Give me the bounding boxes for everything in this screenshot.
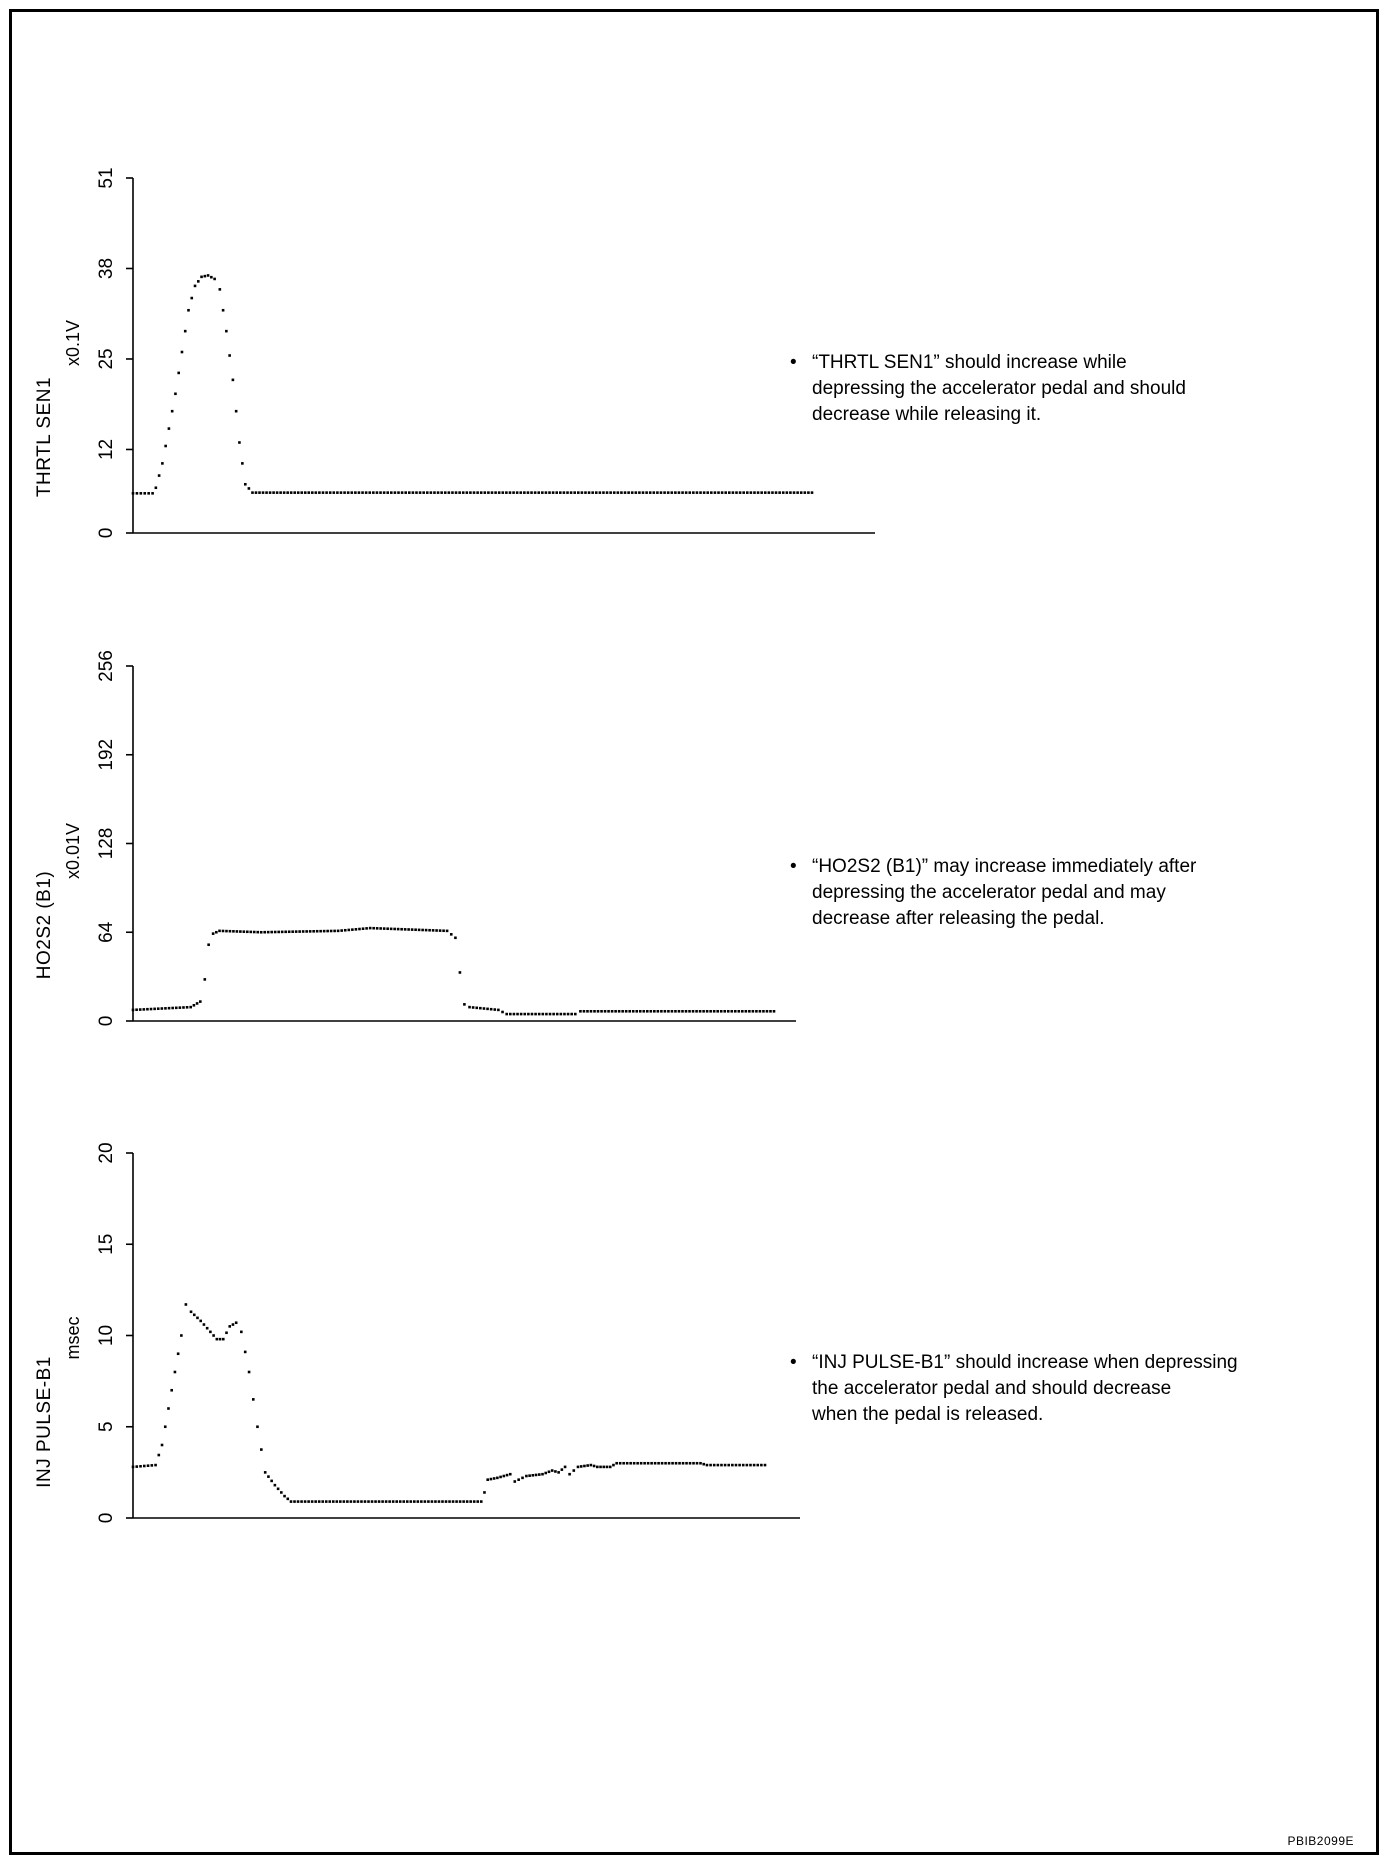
data-point	[699, 1462, 702, 1465]
data-point	[756, 1464, 759, 1467]
data-point	[609, 1466, 612, 1469]
note-throttle-sensor	[790, 350, 1350, 428]
y-tick-label: 10	[96, 1324, 117, 1347]
data-point	[424, 1500, 427, 1503]
data-point	[486, 1478, 489, 1481]
data-point	[434, 1500, 437, 1503]
data-point	[619, 1462, 622, 1465]
data-point	[568, 1473, 571, 1476]
data-point	[164, 1425, 167, 1428]
data-point	[274, 1484, 277, 1487]
data-point	[431, 1500, 434, 1503]
data-point	[235, 1321, 238, 1324]
data-point	[180, 1334, 183, 1337]
data-point	[170, 1389, 173, 1392]
data-point	[399, 1500, 402, 1503]
data-point	[304, 1500, 307, 1503]
y-tick-label: 256	[96, 650, 117, 682]
data-point	[357, 1500, 360, 1503]
data-point	[335, 1500, 338, 1503]
data-point	[328, 1500, 331, 1503]
data-point	[661, 1462, 664, 1465]
data-point	[406, 1500, 409, 1503]
data-point	[283, 1495, 286, 1498]
data-point	[199, 1320, 202, 1323]
data-point	[521, 1477, 524, 1480]
data-point	[561, 1468, 564, 1471]
data-point	[583, 1465, 586, 1468]
data-point	[252, 1398, 255, 1401]
data-point	[420, 1500, 423, 1503]
y-axis-title: HO2S2 (B1)	[34, 870, 55, 980]
data-point	[544, 1472, 547, 1475]
data-point	[738, 1464, 741, 1467]
data-point	[174, 1371, 177, 1374]
data-point	[713, 1464, 716, 1467]
data-point	[343, 1500, 346, 1503]
data-point	[724, 1464, 727, 1467]
data-point	[392, 1500, 395, 1503]
data-point	[499, 1476, 502, 1479]
data-point	[225, 1331, 228, 1334]
data-point	[325, 1500, 328, 1503]
data-point	[720, 1464, 723, 1467]
data-point	[293, 1500, 296, 1503]
data-point	[735, 1464, 738, 1467]
y-tick-label: 0	[96, 527, 117, 539]
data-point	[496, 1477, 499, 1480]
data-point	[696, 1462, 699, 1465]
data-point	[346, 1500, 349, 1503]
data-point	[706, 1464, 709, 1467]
data-point	[636, 1462, 639, 1465]
data-point	[528, 1474, 531, 1477]
data-point	[626, 1462, 629, 1465]
data-point	[650, 1462, 653, 1465]
data-point	[640, 1462, 643, 1465]
y-unit-label: msec	[63, 1316, 83, 1360]
y-unit-label: x0.01V	[63, 822, 83, 880]
data-point	[212, 1334, 215, 1337]
data-point	[749, 1464, 752, 1467]
data-point	[678, 1462, 681, 1465]
y-unit-label: x0.1V	[63, 319, 83, 367]
data-point	[671, 1462, 674, 1465]
data-point	[480, 1500, 483, 1503]
data-point	[532, 1474, 535, 1477]
data-point	[280, 1491, 283, 1494]
data-point	[277, 1488, 280, 1491]
data-point	[248, 1371, 251, 1374]
data-point	[321, 1500, 324, 1503]
data-point	[760, 1464, 763, 1467]
data-point	[311, 1500, 314, 1503]
data-point	[395, 1500, 398, 1503]
data-point	[590, 1464, 593, 1467]
data-point	[290, 1500, 293, 1503]
y-tick-label: 0	[96, 1512, 117, 1524]
data-point	[222, 1338, 225, 1341]
data-point	[577, 1466, 580, 1469]
data-point	[314, 1500, 317, 1503]
data-point	[151, 1464, 154, 1467]
data-point	[371, 1500, 374, 1503]
data-point	[525, 1475, 528, 1478]
data-point	[709, 1464, 712, 1467]
data-point	[657, 1462, 660, 1465]
y-tick-label: 38	[96, 257, 117, 280]
data-point	[557, 1471, 560, 1474]
data-point	[602, 1466, 605, 1469]
data-point	[240, 1331, 243, 1334]
data-point	[615, 1462, 618, 1465]
data-point	[459, 1500, 462, 1503]
data-point	[535, 1474, 538, 1477]
y-tick-label: 192	[96, 738, 117, 771]
data-point	[190, 1310, 193, 1313]
data-point	[742, 1464, 745, 1467]
data-point	[413, 1500, 416, 1503]
y-tick-label: 64	[96, 921, 117, 943]
data-point	[513, 1480, 516, 1483]
note-injector-pulse	[790, 1350, 1350, 1428]
data-point	[593, 1465, 596, 1468]
data-point	[731, 1464, 734, 1467]
data-point	[462, 1500, 465, 1503]
data-point	[350, 1500, 353, 1503]
y-axis-title: INJ PULSE-B1	[34, 1356, 55, 1488]
data-point	[596, 1466, 599, 1469]
data-point	[538, 1473, 541, 1476]
data-point	[157, 1454, 160, 1457]
data-point	[503, 1475, 506, 1478]
data-point	[388, 1500, 391, 1503]
data-point	[448, 1500, 451, 1503]
data-point	[692, 1462, 695, 1465]
data-point	[606, 1466, 609, 1469]
note-ho2s2	[790, 854, 1350, 932]
data-point	[143, 1465, 146, 1468]
data-point	[564, 1466, 567, 1469]
y-tick-label: 20	[96, 1142, 117, 1164]
data-point	[232, 1323, 235, 1326]
data-point	[339, 1500, 342, 1503]
data-point	[244, 1351, 247, 1354]
data-point	[622, 1462, 625, 1465]
note-text: “INJ PULSE-B1” should increase when depressing the accelerator pedal and should decrease when the pedal is released.	[812, 1352, 1238, 1425]
y-tick-label: 12	[96, 438, 117, 461]
data-point	[374, 1500, 377, 1503]
data-point	[548, 1470, 551, 1473]
data-point	[689, 1462, 692, 1465]
data-point	[167, 1407, 170, 1410]
data-point	[490, 1478, 493, 1481]
data-point	[643, 1462, 646, 1465]
y-axis-title: THRTL SEN1	[34, 376, 55, 498]
data-point	[139, 1465, 142, 1468]
data-point	[286, 1498, 289, 1501]
data-point	[196, 1317, 199, 1320]
bullet-icon: •	[790, 856, 797, 877]
data-point	[228, 1325, 231, 1328]
data-point	[360, 1500, 363, 1503]
data-point	[599, 1466, 602, 1469]
data-point	[385, 1500, 388, 1503]
data-point	[209, 1331, 212, 1334]
data-point	[702, 1463, 705, 1466]
data-point	[717, 1464, 720, 1467]
data-point	[506, 1474, 509, 1477]
note-text: “THRTL SEN1” should increase while depressing the accelerator pedal and should decrease while releasing it.	[812, 352, 1186, 425]
data-point	[297, 1500, 300, 1503]
data-point	[764, 1464, 767, 1467]
data-point	[473, 1500, 476, 1503]
data-point	[517, 1478, 520, 1481]
data-point	[629, 1462, 632, 1465]
data-point	[668, 1462, 671, 1465]
data-point	[682, 1462, 685, 1465]
data-point	[586, 1464, 589, 1467]
data-point	[452, 1500, 455, 1503]
data-point	[256, 1425, 259, 1428]
data-point	[332, 1500, 335, 1503]
data-point	[402, 1500, 405, 1503]
bullet-icon: •	[790, 352, 797, 373]
y-tick-label: 5	[96, 1421, 117, 1433]
data-point	[664, 1462, 667, 1465]
data-point	[193, 1314, 196, 1317]
data-point	[554, 1470, 557, 1473]
data-point	[572, 1469, 575, 1472]
data-point	[364, 1500, 367, 1503]
data-point	[154, 1464, 157, 1467]
data-point	[612, 1464, 615, 1467]
note-text: “HO2S2 (B1)” may increase immediately after depressing the accelerator pedal and may decrease after releasing the pedal.	[812, 856, 1197, 929]
data-point	[509, 1473, 512, 1476]
data-point	[647, 1462, 650, 1465]
data-point	[270, 1480, 273, 1483]
y-tick-label: 25	[96, 348, 117, 370]
data-point	[455, 1500, 458, 1503]
data-point	[654, 1462, 657, 1465]
data-point	[367, 1500, 370, 1503]
data-point	[147, 1464, 150, 1467]
data-point	[685, 1462, 688, 1465]
data-point	[466, 1500, 469, 1503]
data-point	[633, 1462, 636, 1465]
data-point	[551, 1469, 554, 1472]
data-point	[177, 1352, 180, 1355]
data-point	[441, 1500, 444, 1503]
data-point	[260, 1448, 263, 1451]
data-point	[580, 1465, 583, 1468]
data-point	[267, 1475, 270, 1478]
data-point	[476, 1500, 479, 1503]
data-point	[185, 1303, 188, 1306]
data-point	[264, 1471, 267, 1474]
data-point	[493, 1477, 496, 1480]
data-point	[318, 1500, 321, 1503]
data-point	[135, 1465, 138, 1468]
data-point	[219, 1338, 222, 1341]
data-point	[161, 1444, 164, 1447]
data-point	[746, 1464, 749, 1467]
data-point	[427, 1500, 430, 1503]
data-point	[469, 1500, 472, 1503]
data-point	[300, 1500, 303, 1503]
data-point	[353, 1500, 356, 1503]
data-point	[445, 1500, 448, 1503]
data-point	[381, 1500, 384, 1503]
data-point	[216, 1338, 219, 1341]
data-point	[206, 1327, 209, 1330]
data-point	[675, 1462, 678, 1465]
y-tick-label: 0	[96, 1015, 117, 1027]
data-point	[541, 1473, 544, 1476]
data-point	[132, 1466, 135, 1469]
bullet-icon: •	[790, 1352, 797, 1373]
data-point	[409, 1500, 412, 1503]
y-tick-label: 15	[96, 1233, 117, 1255]
y-tick-label: 51	[96, 167, 117, 189]
data-point	[203, 1323, 206, 1326]
data-point	[483, 1491, 486, 1494]
data-point	[378, 1500, 381, 1503]
data-point	[753, 1464, 756, 1467]
data-point	[438, 1500, 441, 1503]
y-tick-label: 128	[96, 827, 117, 860]
data-point	[417, 1500, 420, 1503]
data-point	[727, 1464, 730, 1467]
data-point	[307, 1500, 310, 1503]
figure-code: PBIB2099E	[1287, 1834, 1354, 1848]
